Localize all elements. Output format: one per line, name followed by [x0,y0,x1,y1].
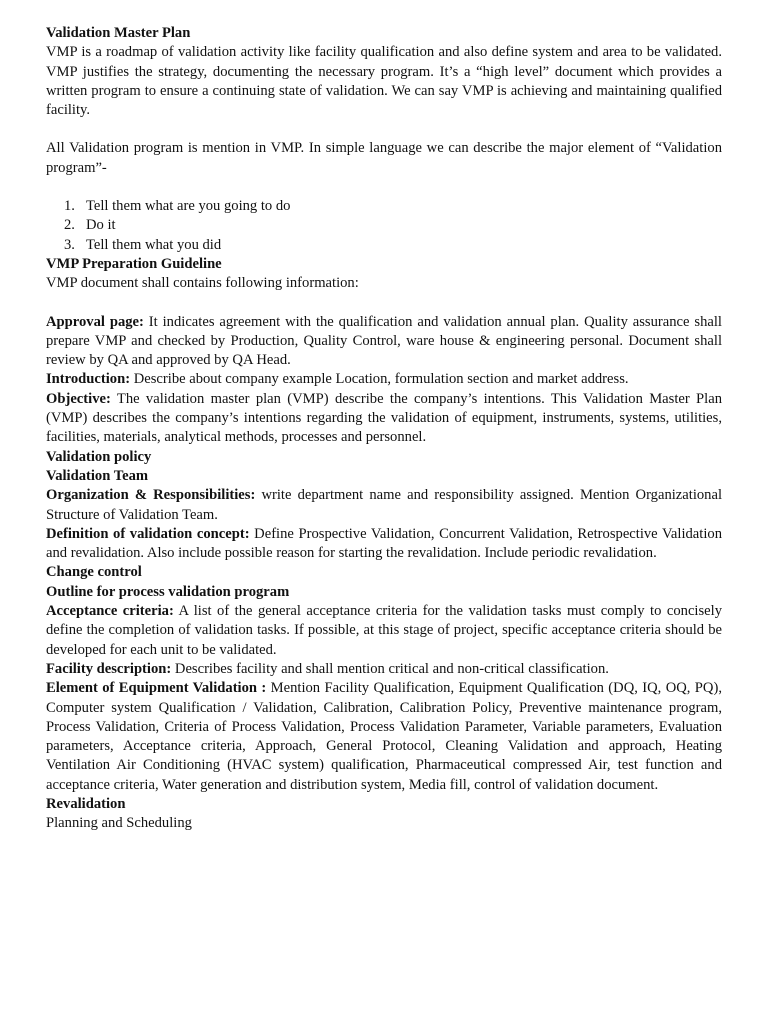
guideline-text: VMP document shall contains following information: [46,275,359,292]
intro-paragraph: VMP is a roadmap of validation activity like facility qualification and also define system and area to be validated. VMP justifies the strategy, documenting the necessary program. It’s a “high level” document which provides a written program to ensure a continuing state of validation. We can say VMP is achieving and maintaining qualified facility. [46,44,722,119]
facility-section: Facility description: Describes facility and shall mention critical and non-critical classification. [46,660,609,677]
introduction-section: Introduction: Describe about company example Location, formulation section and market address. [46,371,629,388]
validation-team-heading: Validation Team [46,467,149,484]
program-intro-paragraph: All Validation program is mention in VMP. In simple language we can describe the major element of “Validation program”- [46,140,722,176]
definition-section: Definition of validation concept: Define Prospective Validation, Concurrent Validation, Retrospective Validation and revalidation. Also include possible reason for starting the revalidation. Include periodic revalidation. [46,525,722,562]
list-item: 3. Tell them what you did [64,236,222,253]
document-title: Validation Master Plan [46,25,191,41]
equipment-section: Element of Equipment Validation : Mention Facility Qualification, Equipment Qualification (DQ, IQ, OQ, PQ), Computer system Qualification / Validation, Calibration, Calibration Policy, Preventive maintenance program, Process Validation, Criteria of Process Validation, Process Validation Parameter, Variable parameters, Evaluation parameters, Acceptance criteria, Approach, General Protocol, Cleaning Validation and approach, Heating Ventilation Air Conditioning (HVAC system) qualification, Pharmaceutical compressed Air, test function and acceptance criteria, Water generation and distribution system, Media fill, control of validation document. [46,680,722,793]
list-item: 2. Do it [64,217,116,234]
steps-list [46,197,722,255]
validation-policy-heading: Validation policy [46,448,152,465]
acceptance-section: Acceptance criteria: A list of the general acceptance criteria for the validation tasks must comply to concisely define the completion of validation tasks. If possible, at this stage of project, specific acceptance criteria should be developed for each unit to be validated. [46,603,722,658]
organization-section: Organization & Responsibilities: write department name and responsibility assigned. Mention Organizational Structure of Validation Team. [46,487,722,523]
outline-heading: Outline for process validation program [46,583,290,600]
approval-section: Approval page: It indicates agreement with the qualification and validation annual plan. Quality assurance shall prepare VMP and checked by Production, Quality Control, ware house & engineering personal. Document shall review by QA and approved by QA Head. [46,313,722,369]
objective-section: Objective: The validation master plan (VMP) describe the company’s intentions. This Validation Master Plan (VMP) describes the company’s intentions regarding the validation of equipment, instruments, systems, utilities, facilities, materials, analytical methods, processes and personnel. [46,390,722,446]
revalidation-heading: Revalidation [46,795,126,812]
planning-text: Planning and Scheduling [46,815,192,832]
guideline-heading: VMP Preparation Guideline [46,255,222,272]
change-control-heading: Change control [46,564,142,581]
list-item: 1. Tell them what are you going to do [64,198,291,215]
